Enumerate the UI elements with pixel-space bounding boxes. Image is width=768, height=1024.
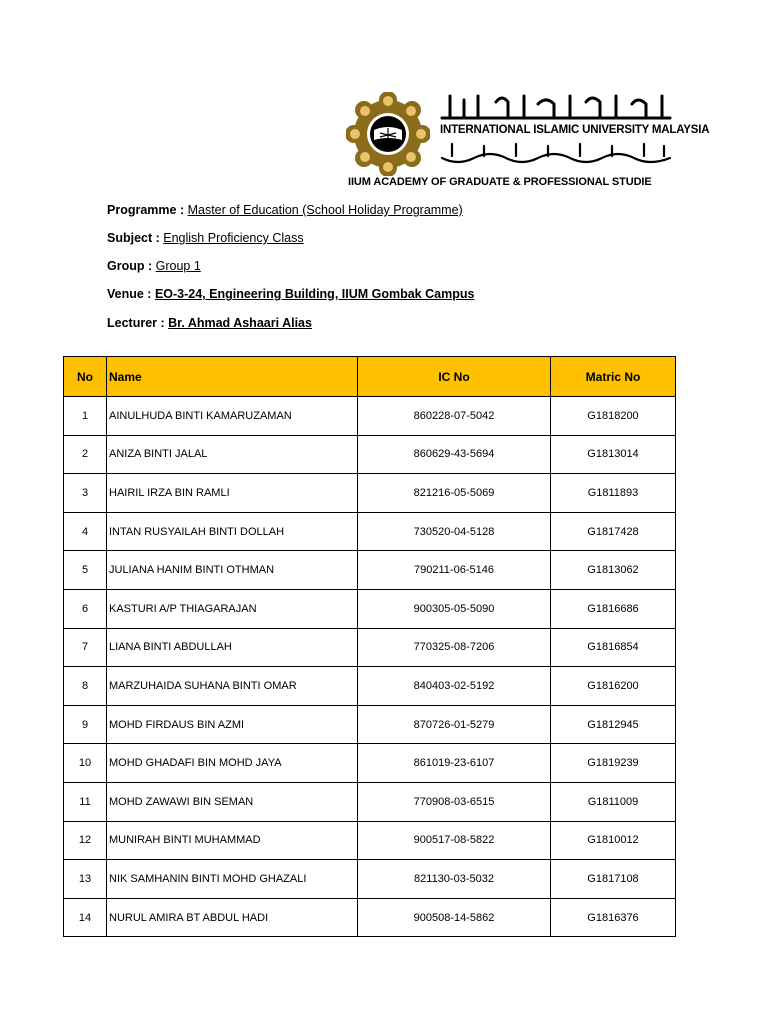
table-row <box>64 782 676 821</box>
subject-label: Subject : <box>107 231 164 245</box>
matric-number: G1811893 <box>551 474 676 513</box>
student-table <box>63 356 676 937</box>
matric-number: G1817108 <box>551 860 676 899</box>
academy-name: IIUM ACADEMY OF GRADUATE & PROFESSIONAL STUDIE <box>348 176 652 188</box>
student-name: LIANA BINTI ABDULLAH <box>107 628 358 667</box>
row-number: 14 <box>64 898 107 937</box>
ic-number: 840403-02-5192 <box>358 667 551 706</box>
ic-number: 730520-04-5128 <box>358 512 551 551</box>
ic-number: 790211-06-5146 <box>358 551 551 590</box>
matric-number: G1812945 <box>551 705 676 744</box>
column-header-name: Name <box>107 357 358 397</box>
table-row <box>64 435 676 474</box>
row-number: 11 <box>64 782 107 821</box>
table-row <box>64 474 676 513</box>
programme-value: Master of Education (School Holiday Programme) <box>187 203 463 217</box>
student-name: HAIRIL IRZA BIN RAMLI <box>107 474 358 513</box>
student-name: KASTURI A/P THIAGARAJAN <box>107 589 358 628</box>
student-name: NIK SAMHANIN BINTI MOHD GHAZALI <box>107 860 358 899</box>
row-number: 8 <box>64 667 107 706</box>
table-row <box>64 628 676 667</box>
matric-number: G1811009 <box>551 782 676 821</box>
student-name: MARZUHAIDA SUHANA BINTI OMAR <box>107 667 358 706</box>
row-number: 10 <box>64 744 107 783</box>
student-name: INTAN RUSYAILAH BINTI DOLLAH <box>107 512 358 551</box>
group-value: Group 1 <box>155 259 201 273</box>
matric-number: G1813014 <box>551 435 676 474</box>
ic-number: 861019-23-6107 <box>358 744 551 783</box>
lecturer-value: Br. Ahmad Ashaari Alias <box>168 316 312 330</box>
matric-number: G1816854 <box>551 628 676 667</box>
ic-number: 770908-03-6515 <box>358 782 551 821</box>
matric-number: G1818200 <box>551 397 676 436</box>
ic-number: 821216-05-5069 <box>358 474 551 513</box>
ic-number: 900508-14-5862 <box>358 898 551 937</box>
row-number: 9 <box>64 705 107 744</box>
table-row <box>64 551 676 590</box>
ic-number: 860228-07-5042 <box>358 397 551 436</box>
matric-number: G1816686 <box>551 589 676 628</box>
table-row <box>64 860 676 899</box>
row-number: 3 <box>64 474 107 513</box>
row-number: 2 <box>64 435 107 474</box>
ic-number: 860629-43-5694 <box>358 435 551 474</box>
column-header-no: No <box>64 357 107 397</box>
matric-number: G1816376 <box>551 898 676 937</box>
arabic-name-graphic <box>438 92 674 122</box>
ic-number: 870726-01-5279 <box>358 705 551 744</box>
row-number: 4 <box>64 512 107 551</box>
ic-number: 821130-03-5032 <box>358 860 551 899</box>
group-line <box>107 259 201 273</box>
ic-number: 900517-08-5822 <box>358 821 551 860</box>
student-name: ANIZA BINTI JALAL <box>107 435 358 474</box>
row-number: 6 <box>64 589 107 628</box>
matric-number: G1819239 <box>551 744 676 783</box>
venue-line <box>107 287 474 301</box>
subject-line <box>107 231 304 245</box>
table-row <box>64 667 676 706</box>
jawi-name-graphic <box>438 140 674 168</box>
student-name: NURUL AMIRA BT ABDUL HADI <box>107 898 358 937</box>
table-row <box>64 705 676 744</box>
lecturer-line <box>107 316 312 330</box>
matric-number: G1816200 <box>551 667 676 706</box>
column-header-ic: IC No <box>358 357 551 397</box>
student-name: MOHD GHADAFI BIN MOHD JAYA <box>107 744 358 783</box>
row-number: 5 <box>64 551 107 590</box>
table-row <box>64 512 676 551</box>
matric-number: G1813062 <box>551 551 676 590</box>
table-row <box>64 821 676 860</box>
table-row <box>64 898 676 937</box>
student-name: AINULHUDA BINTI KAMARUZAMAN <box>107 397 358 436</box>
student-name: MOHD ZAWAWI BIN SEMAN <box>107 782 358 821</box>
programme-line <box>107 203 463 217</box>
group-label: Group : <box>107 259 156 273</box>
student-name: MOHD FIRDAUS BIN AZMI <box>107 705 358 744</box>
table-row <box>64 744 676 783</box>
ic-number: 900305-05-5090 <box>358 589 551 628</box>
subject-value: English Proficiency Class <box>163 231 304 245</box>
university-name: INTERNATIONAL ISLAMIC UNIVERSITY MALAYSIA <box>440 124 710 136</box>
row-number: 7 <box>64 628 107 667</box>
lecturer-label: Lecturer : <box>107 316 169 330</box>
table-row <box>64 589 676 628</box>
student-name: JULIANA HANIM BINTI OTHMAN <box>107 551 358 590</box>
student-name: MUNIRAH BINTI MUHAMMAD <box>107 821 358 860</box>
row-number: 12 <box>64 821 107 860</box>
row-number: 1 <box>64 397 107 436</box>
row-number: 13 <box>64 860 107 899</box>
matric-number: G1817428 <box>551 512 676 551</box>
iium-logo <box>346 92 430 176</box>
venue-label: Venue : <box>107 287 155 301</box>
programme-label: Programme : <box>107 203 188 217</box>
table-row <box>64 397 676 436</box>
column-header-matric: Matric No <box>551 357 676 397</box>
venue-value: EO-3-24, Engineering Building, IIUM Gombak Campus <box>154 287 475 301</box>
matric-number: G1810012 <box>551 821 676 860</box>
table-header-row <box>64 357 676 397</box>
ic-number: 770325-08-7206 <box>358 628 551 667</box>
letterhead <box>346 92 710 190</box>
